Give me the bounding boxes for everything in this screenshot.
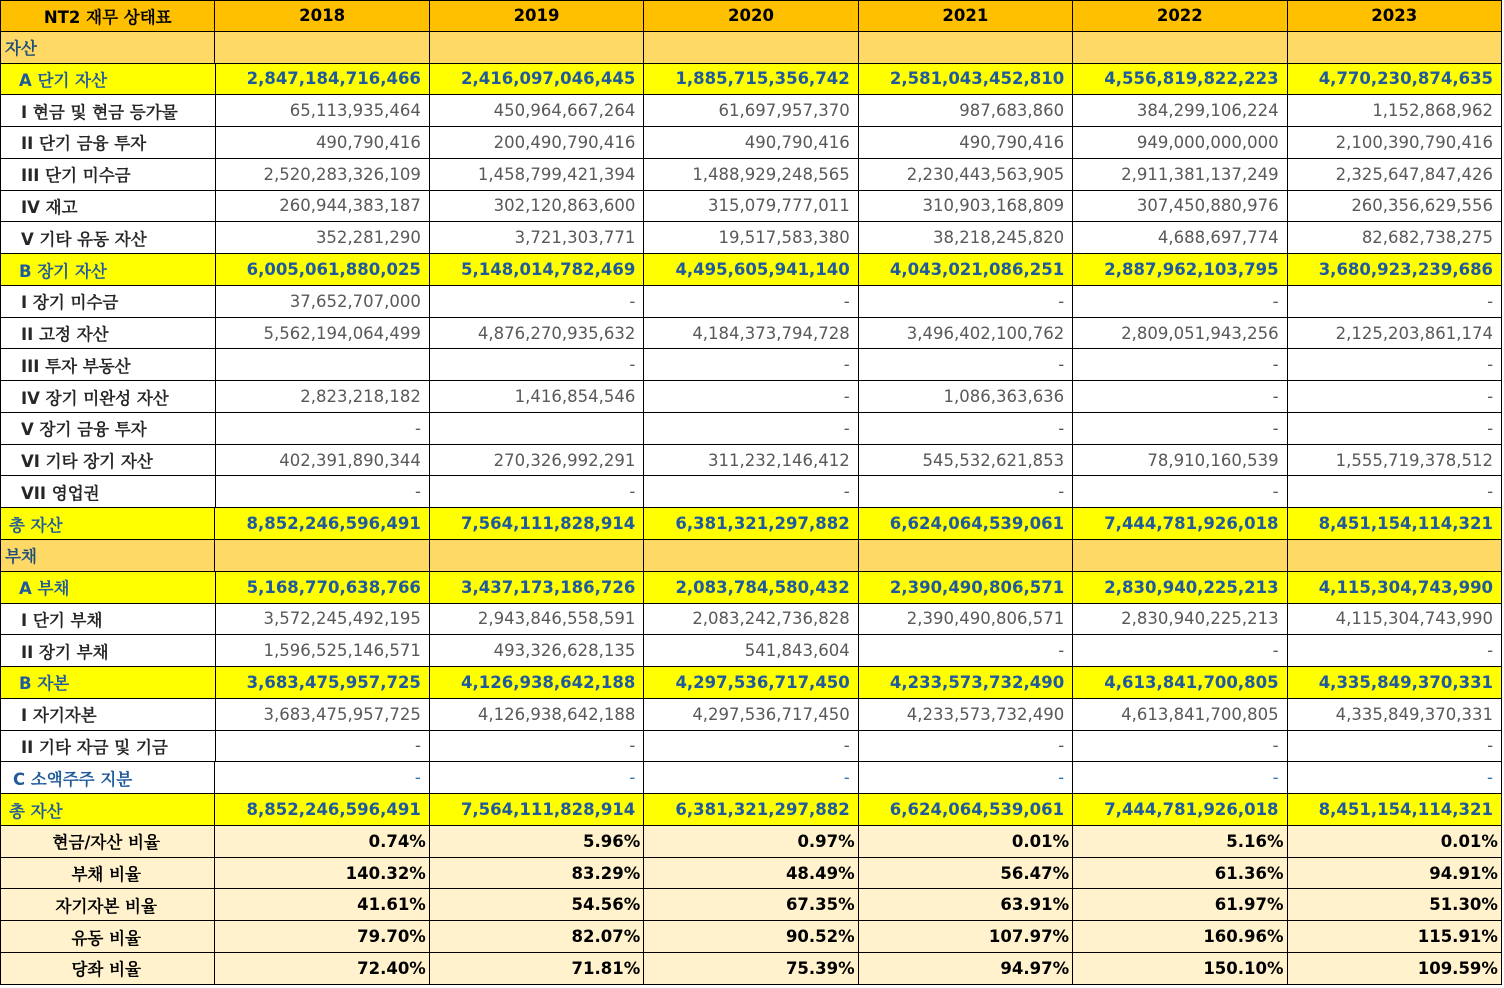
row-label[interactable]: 유동 비율 bbox=[0, 921, 215, 953]
table-row bbox=[0, 572, 1502, 604]
table-cell[interactable]: 2,390,490,806,571 bbox=[859, 604, 1073, 636]
table-cell[interactable]: 384,299,106,224 bbox=[1073, 95, 1287, 127]
table-cell[interactable]: 2,823,218,182 bbox=[216, 381, 430, 413]
table-cell[interactable]: - bbox=[859, 762, 1073, 794]
table-row bbox=[0, 762, 1502, 794]
table-cell[interactable]: - bbox=[1073, 731, 1287, 763]
table-cell[interactable]: 311,232,146,412 bbox=[644, 445, 858, 477]
table-cell[interactable]: 75.39% bbox=[644, 953, 858, 985]
table-cell[interactable]: - bbox=[644, 762, 858, 794]
row-label[interactable]: IV 장기 미완성 자산 bbox=[0, 381, 216, 413]
table-cell[interactable]: 4,184,373,794,728 bbox=[644, 318, 858, 350]
table-cell[interactable]: 41.61% bbox=[215, 889, 429, 921]
year-header: 2019 bbox=[430, 0, 644, 32]
table-cell[interactable]: 8,852,246,596,491 bbox=[215, 508, 429, 540]
table-cell[interactable]: 37,652,707,000 bbox=[216, 286, 430, 318]
row-label[interactable]: A 단기 자산 bbox=[0, 64, 216, 96]
row-label[interactable]: III 투자 부동산 bbox=[0, 349, 216, 381]
table-cell[interactable] bbox=[1073, 540, 1287, 572]
row-label[interactable]: 부채 비율 bbox=[0, 858, 215, 890]
table-cell[interactable]: 54.56% bbox=[430, 889, 644, 921]
row-label[interactable]: 총 자산 bbox=[0, 508, 215, 540]
row-label[interactable]: V 기타 유동 자산 bbox=[0, 222, 216, 254]
table-cell[interactable]: 4,297,536,717,450 bbox=[644, 699, 858, 731]
table-row bbox=[0, 889, 1502, 921]
table-cell[interactable]: - bbox=[1073, 476, 1287, 508]
table-row bbox=[0, 826, 1502, 858]
table-cell[interactable] bbox=[1073, 32, 1287, 64]
table-cell[interactable]: 150.10% bbox=[1073, 953, 1287, 985]
table-row bbox=[0, 604, 1502, 636]
table-cell[interactable]: 71.81% bbox=[430, 953, 644, 985]
table-cell[interactable]: 1,596,525,146,571 bbox=[216, 635, 430, 667]
table-cell[interactable]: - bbox=[1073, 349, 1287, 381]
row-label[interactable]: 총 자산 bbox=[0, 794, 215, 826]
table-row bbox=[0, 667, 1502, 699]
table-cell[interactable]: 3,437,173,186,726 bbox=[430, 572, 644, 604]
table-cell[interactable]: 72.40% bbox=[215, 953, 429, 985]
table-cell[interactable]: 490,790,416 bbox=[644, 127, 858, 159]
table-row bbox=[0, 794, 1502, 826]
table-cell[interactable] bbox=[859, 32, 1073, 64]
table-cell[interactable]: 94.97% bbox=[859, 953, 1073, 985]
table-row bbox=[0, 413, 1502, 445]
row-label[interactable]: IV 재고 bbox=[0, 191, 216, 223]
table-cell[interactable]: 4,115,304,743,990 bbox=[1288, 604, 1502, 636]
table-row bbox=[0, 64, 1502, 96]
table-cell[interactable]: 2,416,097,046,445 bbox=[430, 64, 644, 96]
row-label[interactable]: C 소액주주 지분 bbox=[0, 762, 215, 794]
table-cell[interactable]: 61.36% bbox=[1073, 858, 1287, 890]
table-cell[interactable]: 1,885,715,356,742 bbox=[644, 64, 858, 96]
row-label[interactable]: A 부채 bbox=[0, 572, 216, 604]
table-body bbox=[0, 32, 1502, 985]
table-cell[interactable]: 4,233,573,732,490 bbox=[859, 699, 1073, 731]
table-cell[interactable]: 0.97% bbox=[644, 826, 858, 858]
table-cell[interactable]: 2,943,846,558,591 bbox=[430, 604, 644, 636]
year-header: 2021 bbox=[859, 0, 1073, 32]
table-cell[interactable]: 107.97% bbox=[859, 921, 1073, 953]
table-cell[interactable]: 78,910,160,539 bbox=[1073, 445, 1287, 477]
table-cell[interactable]: 270,326,992,291 bbox=[430, 445, 644, 477]
table-cell[interactable]: 1,152,868,962 bbox=[1288, 95, 1502, 127]
table-row bbox=[0, 127, 1502, 159]
table-cell[interactable]: 987,683,860 bbox=[859, 95, 1073, 127]
table-title: NT2 재무 상태표 bbox=[0, 0, 215, 32]
table-row bbox=[0, 445, 1502, 477]
table-cell[interactable]: - bbox=[859, 476, 1073, 508]
table-cell[interactable]: 2,847,184,716,466 bbox=[216, 64, 430, 96]
table-cell[interactable]: 200,490,790,416 bbox=[430, 127, 644, 159]
table-cell[interactable]: 63.91% bbox=[859, 889, 1073, 921]
table-cell[interactable]: 5.16% bbox=[1073, 826, 1287, 858]
table-cell[interactable]: 2,809,051,943,256 bbox=[1073, 318, 1287, 350]
table-cell[interactable]: 2,581,043,452,810 bbox=[859, 64, 1073, 96]
table-cell[interactable]: 2,520,283,326,109 bbox=[216, 159, 430, 191]
table-cell[interactable]: 949,000,000,000 bbox=[1073, 127, 1287, 159]
row-label[interactable]: II 기타 자금 및 기금 bbox=[0, 731, 216, 763]
table-row bbox=[0, 318, 1502, 350]
table-cell[interactable]: 4,297,536,717,450 bbox=[644, 667, 858, 699]
table-cell[interactable] bbox=[215, 32, 429, 64]
table-cell[interactable]: 2,125,203,861,174 bbox=[1288, 318, 1502, 350]
table-cell[interactable]: 6,005,061,880,025 bbox=[216, 254, 430, 286]
table-cell[interactable]: 2,830,940,225,213 bbox=[1073, 572, 1287, 604]
table-cell[interactable]: 450,964,667,264 bbox=[430, 95, 644, 127]
table-cell[interactable]: - bbox=[644, 286, 858, 318]
table-cell[interactable]: 8,451,154,114,321 bbox=[1288, 794, 1502, 826]
table-cell[interactable] bbox=[644, 32, 858, 64]
table-cell[interactable]: - bbox=[1288, 286, 1502, 318]
table-row bbox=[0, 699, 1502, 731]
table-cell[interactable]: - bbox=[216, 731, 430, 763]
table-cell[interactable]: 1,555,719,378,512 bbox=[1288, 445, 1502, 477]
row-label[interactable]: I 단기 부채 bbox=[0, 604, 216, 636]
table-row bbox=[0, 508, 1502, 540]
table-cell[interactable]: - bbox=[1288, 731, 1502, 763]
row-label[interactable]: VI 기타 장기 자산 bbox=[0, 445, 216, 477]
table-cell[interactable]: 0.01% bbox=[1288, 826, 1502, 858]
table-row bbox=[0, 731, 1502, 763]
year-header: 2023 bbox=[1288, 0, 1502, 32]
table-cell[interactable]: 4,115,304,743,990 bbox=[1288, 572, 1502, 604]
table-cell[interactable]: - bbox=[859, 349, 1073, 381]
table-cell[interactable]: 94.91% bbox=[1288, 858, 1502, 890]
table-cell[interactable]: 7,564,111,828,914 bbox=[430, 794, 644, 826]
table-cell[interactable] bbox=[430, 32, 644, 64]
table-row bbox=[0, 921, 1502, 953]
table-cell[interactable]: 260,944,383,187 bbox=[216, 191, 430, 223]
table-cell[interactable]: 4,335,849,370,331 bbox=[1288, 699, 1502, 731]
table-cell[interactable]: 2,390,490,806,571 bbox=[859, 572, 1073, 604]
table-cell[interactable]: - bbox=[1288, 762, 1502, 794]
table-cell[interactable]: 545,532,621,853 bbox=[859, 445, 1073, 477]
table-cell[interactable]: 6,381,321,297,882 bbox=[644, 508, 858, 540]
table-cell[interactable]: - bbox=[1288, 476, 1502, 508]
table-cell[interactable]: - bbox=[644, 349, 858, 381]
table-cell[interactable]: 7,564,111,828,914 bbox=[430, 508, 644, 540]
table-cell[interactable]: 1,488,929,248,565 bbox=[644, 159, 858, 191]
table-cell[interactable]: - bbox=[859, 731, 1073, 763]
table-cell[interactable]: 8,852,246,596,491 bbox=[215, 794, 429, 826]
table-cell[interactable]: 260,356,629,556 bbox=[1288, 191, 1502, 223]
row-label[interactable]: VII 영업권 bbox=[0, 476, 216, 508]
row-label[interactable]: 당좌 비율 bbox=[0, 953, 215, 985]
row-label[interactable]: B 장기 자산 bbox=[0, 254, 216, 286]
table-cell[interactable]: - bbox=[1073, 286, 1287, 318]
table-cell[interactable]: 2,830,940,225,213 bbox=[1073, 604, 1287, 636]
table-cell[interactable]: 4,556,819,822,223 bbox=[1073, 64, 1287, 96]
table-cell[interactable]: 4,613,841,700,805 bbox=[1073, 667, 1287, 699]
table-row bbox=[0, 476, 1502, 508]
table-cell[interactable]: - bbox=[1073, 381, 1287, 413]
table-cell[interactable]: - bbox=[644, 476, 858, 508]
table-cell[interactable]: 4,043,021,086,251 bbox=[859, 254, 1073, 286]
table-cell[interactable]: 61.97% bbox=[1073, 889, 1287, 921]
table-cell[interactable] bbox=[430, 413, 644, 445]
table-cell[interactable]: 5,148,014,782,469 bbox=[430, 254, 644, 286]
table-cell[interactable]: 4,126,938,642,188 bbox=[430, 667, 644, 699]
row-label[interactable]: I 장기 미수금 bbox=[0, 286, 216, 318]
table-cell[interactable]: - bbox=[859, 635, 1073, 667]
table-cell[interactable]: - bbox=[1288, 635, 1502, 667]
table-cell[interactable]: - bbox=[1073, 413, 1287, 445]
header-row bbox=[0, 0, 1502, 32]
table-cell[interactable]: 5,562,194,064,499 bbox=[216, 318, 430, 350]
table-cell[interactable]: 82.07% bbox=[430, 921, 644, 953]
row-label[interactable]: 자기자본 비율 bbox=[0, 889, 215, 921]
table-cell[interactable]: 109.59% bbox=[1288, 953, 1502, 985]
table-cell[interactable]: 4,495,605,941,140 bbox=[644, 254, 858, 286]
table-cell[interactable]: 315,079,777,011 bbox=[644, 191, 858, 223]
table-row bbox=[0, 32, 1502, 64]
row-label[interactable]: B 자본 bbox=[0, 667, 216, 699]
table-cell[interactable] bbox=[859, 540, 1073, 572]
table-cell[interactable]: 19,517,583,380 bbox=[644, 222, 858, 254]
table-cell[interactable]: - bbox=[430, 286, 644, 318]
table-cell[interactable]: - bbox=[1073, 762, 1287, 794]
table-cell[interactable]: 2,083,242,736,828 bbox=[644, 604, 858, 636]
table-cell[interactable]: 1,458,799,421,394 bbox=[430, 159, 644, 191]
table-cell[interactable]: 61,697,957,370 bbox=[644, 95, 858, 127]
row-label[interactable]: II 고정 자산 bbox=[0, 318, 216, 350]
table-cell[interactable]: 1,416,854,546 bbox=[430, 381, 644, 413]
table-cell[interactable]: - bbox=[1073, 635, 1287, 667]
table-cell[interactable]: 402,391,890,344 bbox=[216, 445, 430, 477]
table-cell[interactable]: 67.35% bbox=[644, 889, 858, 921]
table-cell[interactable]: 1,086,363,636 bbox=[859, 381, 1073, 413]
table-cell[interactable]: 490,790,416 bbox=[216, 127, 430, 159]
table-cell[interactable]: 4,126,938,642,188 bbox=[430, 699, 644, 731]
table-cell[interactable] bbox=[1288, 540, 1502, 572]
table-cell[interactable]: 3,721,303,771 bbox=[430, 222, 644, 254]
table-cell[interactable]: - bbox=[215, 762, 429, 794]
table-cell[interactable]: - bbox=[859, 413, 1073, 445]
table-row bbox=[0, 95, 1502, 127]
table-row bbox=[0, 540, 1502, 572]
table-cell[interactable]: - bbox=[430, 731, 644, 763]
table-cell[interactable]: 38,218,245,820 bbox=[859, 222, 1073, 254]
table-cell[interactable]: - bbox=[216, 476, 430, 508]
table-row bbox=[0, 254, 1502, 286]
row-label[interactable]: 현금/자산 비율 bbox=[0, 826, 215, 858]
table-cell[interactable] bbox=[430, 540, 644, 572]
table-cell[interactable]: 3,683,475,957,725 bbox=[216, 667, 430, 699]
table-cell[interactable]: 3,680,923,239,686 bbox=[1288, 254, 1502, 286]
table-cell[interactable]: 8,451,154,114,321 bbox=[1288, 508, 1502, 540]
table-cell[interactable]: 310,903,168,809 bbox=[859, 191, 1073, 223]
table-row bbox=[0, 953, 1502, 985]
table-cell[interactable]: - bbox=[1288, 413, 1502, 445]
table-cell[interactable]: 2,083,784,580,432 bbox=[644, 572, 858, 604]
table-cell[interactable]: 2,230,443,563,905 bbox=[859, 159, 1073, 191]
table-cell[interactable] bbox=[216, 349, 430, 381]
row-label[interactable]: V 장기 금융 투자 bbox=[0, 413, 216, 445]
table-cell[interactable]: - bbox=[430, 349, 644, 381]
table-cell[interactable]: 4,876,270,935,632 bbox=[430, 318, 644, 350]
row-label[interactable]: III 단기 미수금 bbox=[0, 159, 216, 191]
row-label[interactable]: 부채 bbox=[0, 540, 215, 572]
table-cell[interactable]: 302,120,863,600 bbox=[430, 191, 644, 223]
table-cell[interactable]: - bbox=[644, 413, 858, 445]
row-label[interactable]: II 장기 부채 bbox=[0, 635, 216, 667]
table-row bbox=[0, 286, 1502, 318]
table-cell[interactable]: 6,624,064,539,061 bbox=[859, 794, 1073, 826]
table-cell[interactable]: 0.74% bbox=[215, 826, 429, 858]
table-cell[interactable]: 48.49% bbox=[644, 858, 858, 890]
table-cell[interactable]: - bbox=[430, 476, 644, 508]
table-cell[interactable]: 160.96% bbox=[1073, 921, 1287, 953]
table-cell[interactable]: - bbox=[644, 381, 858, 413]
year-header: 2022 bbox=[1073, 0, 1287, 32]
table-cell[interactable]: 490,790,416 bbox=[859, 127, 1073, 159]
table-cell[interactable]: 2,911,381,137,249 bbox=[1073, 159, 1287, 191]
table-cell[interactable]: 541,843,604 bbox=[644, 635, 858, 667]
table-cell[interactable]: - bbox=[1288, 381, 1502, 413]
table-cell[interactable]: 4,770,230,874,635 bbox=[1288, 64, 1502, 96]
table-cell[interactable]: 56.47% bbox=[859, 858, 1073, 890]
table-row bbox=[0, 635, 1502, 667]
table-row bbox=[0, 159, 1502, 191]
table-row bbox=[0, 191, 1502, 223]
table-cell[interactable]: 83.29% bbox=[430, 858, 644, 890]
table-cell[interactable]: 307,450,880,976 bbox=[1073, 191, 1287, 223]
table-cell[interactable]: 493,326,628,135 bbox=[430, 635, 644, 667]
table-cell[interactable]: 0.01% bbox=[859, 826, 1073, 858]
table-row bbox=[0, 222, 1502, 254]
table-cell[interactable]: 6,624,064,539,061 bbox=[859, 508, 1073, 540]
table-cell[interactable]: 115.91% bbox=[1288, 921, 1502, 953]
table-cell[interactable]: - bbox=[644, 731, 858, 763]
table-cell[interactable]: 4,613,841,700,805 bbox=[1073, 699, 1287, 731]
table-cell[interactable]: 5,168,770,638,766 bbox=[216, 572, 430, 604]
row-label[interactable]: I 자기자본 bbox=[0, 699, 216, 731]
table-row bbox=[0, 349, 1502, 381]
table-cell[interactable]: 82,682,738,275 bbox=[1288, 222, 1502, 254]
table-cell[interactable]: 3,496,402,100,762 bbox=[859, 318, 1073, 350]
table-row bbox=[0, 381, 1502, 413]
row-label[interactable]: 자산 bbox=[0, 32, 215, 64]
table-cell[interactable]: 4,233,573,732,490 bbox=[859, 667, 1073, 699]
row-label[interactable]: I 현금 및 현금 등가물 bbox=[0, 95, 216, 127]
table-cell[interactable]: 140.32% bbox=[215, 858, 429, 890]
table-cell[interactable]: 4,688,697,774 bbox=[1073, 222, 1287, 254]
table-cell[interactable]: 90.52% bbox=[644, 921, 858, 953]
table-cell[interactable] bbox=[644, 540, 858, 572]
table-cell[interactable]: 2,325,647,847,426 bbox=[1288, 159, 1502, 191]
table-cell[interactable]: 79.70% bbox=[215, 921, 429, 953]
year-header: 2018 bbox=[215, 0, 429, 32]
table-cell[interactable] bbox=[1288, 32, 1502, 64]
table-cell[interactable]: 65,113,935,464 bbox=[216, 95, 430, 127]
table-cell[interactable]: 4,335,849,370,331 bbox=[1288, 667, 1502, 699]
table-cell[interactable]: 3,572,245,492,195 bbox=[216, 604, 430, 636]
table-cell[interactable]: - bbox=[859, 286, 1073, 318]
table-row bbox=[0, 858, 1502, 890]
table-cell[interactable]: 7,444,781,926,018 bbox=[1073, 794, 1287, 826]
year-header: 2020 bbox=[644, 0, 858, 32]
table-cell[interactable]: 7,444,781,926,018 bbox=[1073, 508, 1287, 540]
table-cell[interactable]: 51.30% bbox=[1288, 889, 1502, 921]
table-cell[interactable]: 5.96% bbox=[430, 826, 644, 858]
table-cell[interactable]: 2,887,962,103,795 bbox=[1073, 254, 1287, 286]
table-cell[interactable]: 352,281,290 bbox=[216, 222, 430, 254]
table-cell[interactable]: - bbox=[1288, 349, 1502, 381]
table-cell[interactable]: - bbox=[430, 762, 644, 794]
table-cell[interactable]: 3,683,475,957,725 bbox=[216, 699, 430, 731]
table-cell[interactable]: - bbox=[216, 413, 430, 445]
row-label[interactable]: II 단기 금융 투자 bbox=[0, 127, 216, 159]
table-cell[interactable]: 2,100,390,790,416 bbox=[1288, 127, 1502, 159]
table-cell[interactable] bbox=[215, 540, 429, 572]
table-cell[interactable]: 6,381,321,297,882 bbox=[644, 794, 858, 826]
